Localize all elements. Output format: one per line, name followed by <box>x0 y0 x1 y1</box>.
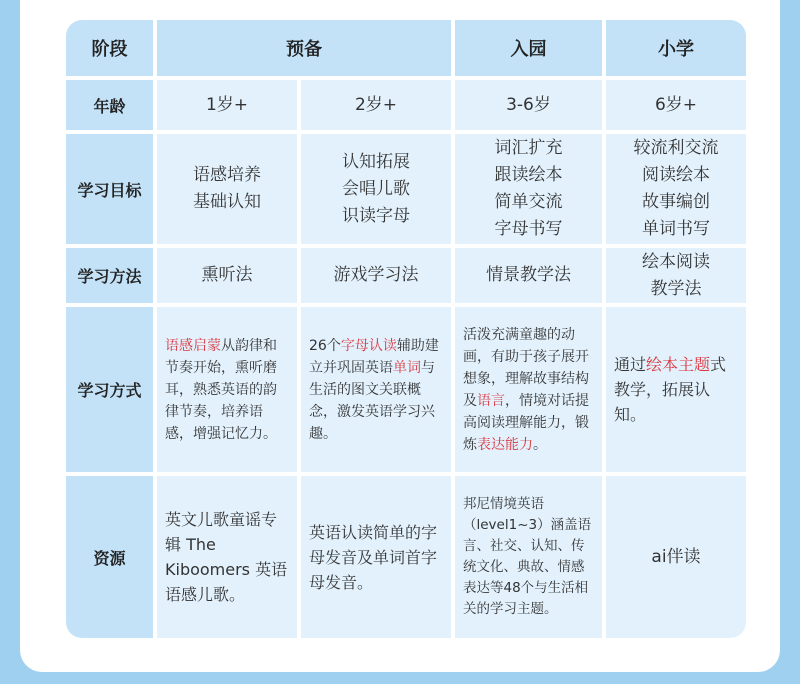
mode-cell <box>301 307 451 472</box>
goals-cell <box>301 134 451 244</box>
highlight-text: 单词 <box>393 359 421 376</box>
row-label-modes: 学习方式 <box>66 307 153 472</box>
mode-text-part: ，情境对话提高阅读理解能力，锻炼 <box>463 392 589 453</box>
age-cell: 6岁+ <box>606 80 746 130</box>
mode-text-part: 从韵律和节奏开始，熏听磨耳，熟悉英语的韵律节奏，培养语感，增强记忆力。 <box>165 337 277 442</box>
resource-cell: 英语认读简单的字母发音及单词首字母发音。 <box>301 476 451 638</box>
row-label-goals: 学习目标 <box>66 134 153 244</box>
learning-stage-table <box>66 20 746 638</box>
highlight-text: 绘本主题 <box>646 355 711 374</box>
row-label-resources: 资源 <box>66 476 153 638</box>
goals-cell <box>455 134 602 244</box>
method-line: 绘本阅读 <box>642 251 710 272</box>
mode-cell <box>606 307 746 472</box>
highlight-text: 表达能力 <box>477 436 533 453</box>
method-cell: 情景教学法 <box>455 248 602 303</box>
row-label-methods: 学习方法 <box>66 248 153 303</box>
resource-cell: ai伴读 <box>606 476 746 638</box>
goal-line: 字母书写 <box>494 219 563 239</box>
age-cell: 2岁+ <box>301 80 451 130</box>
resource-cell: 邦尼情境英语（level1~3）涵盖语言、社交、认知、传统文化、典故、情感表达等48个与生活相关的学习主题。 <box>455 476 602 638</box>
mode-cell <box>455 307 602 472</box>
goals-cell <box>606 134 746 244</box>
goal-line: 认知拓展 <box>342 151 410 172</box>
mode-text-part: 与生活的图文关联概念，激发英语学习兴趣。 <box>309 359 435 442</box>
age-cell: 1岁+ <box>157 80 297 130</box>
mode-text <box>309 335 443 445</box>
highlight-text: 语感启蒙 <box>165 337 221 354</box>
goal-line: 词汇扩充 <box>494 138 563 158</box>
method-cell: 熏听法 <box>157 248 297 303</box>
goal-line: 阅读绘本 <box>642 165 710 185</box>
header-primary: 小学 <box>606 20 746 76</box>
header-stage: 阶段 <box>66 20 153 76</box>
highlight-text: 语言 <box>477 392 505 409</box>
goal-line: 基础认知 <box>193 192 261 212</box>
highlight-text: 字母认读 <box>340 337 397 354</box>
resource-cell: 英文儿歌童谣专辑 The Kiboomers 英语语感儿歌。 <box>157 476 297 638</box>
goal-line: 故事编创 <box>642 192 710 212</box>
goal-line: 较流利交流 <box>633 138 719 158</box>
mode-text <box>165 335 289 445</box>
mode-text-part: 通过 <box>614 355 647 374</box>
mode-text-part: 式教学，拓展认知。 <box>614 355 727 424</box>
goal-line: 单词书写 <box>642 219 710 239</box>
goal-line: 语感培养 <box>193 165 261 185</box>
goal-line: 跟读绘本 <box>494 165 563 185</box>
mode-text-part: 。 <box>533 436 547 453</box>
goal-line: 简单交流 <box>494 192 563 212</box>
method-line: 教学法 <box>650 278 702 299</box>
header-kinder: 入园 <box>455 20 602 76</box>
row-label-age: 年龄 <box>66 80 153 130</box>
mode-text-part: 26个 <box>309 337 341 354</box>
mode-text-part: 辅助建立并巩固英语 <box>309 337 439 376</box>
goal-line: 会唱儿歌 <box>342 178 410 199</box>
age-cell: 3-6岁 <box>455 80 602 130</box>
goals-cell <box>157 134 297 244</box>
mode-text <box>463 324 594 456</box>
method-cell: 游戏学习法 <box>301 248 451 303</box>
header-prep: 预备 <box>157 20 451 76</box>
mode-cell <box>157 307 297 472</box>
mode-text-part: 活泼充满童趣的动画，有助于孩子展开想象，理解故事结构及 <box>463 326 589 409</box>
mode-text <box>614 352 738 427</box>
goal-line: 识读字母 <box>342 205 410 226</box>
method-cell <box>606 248 746 303</box>
